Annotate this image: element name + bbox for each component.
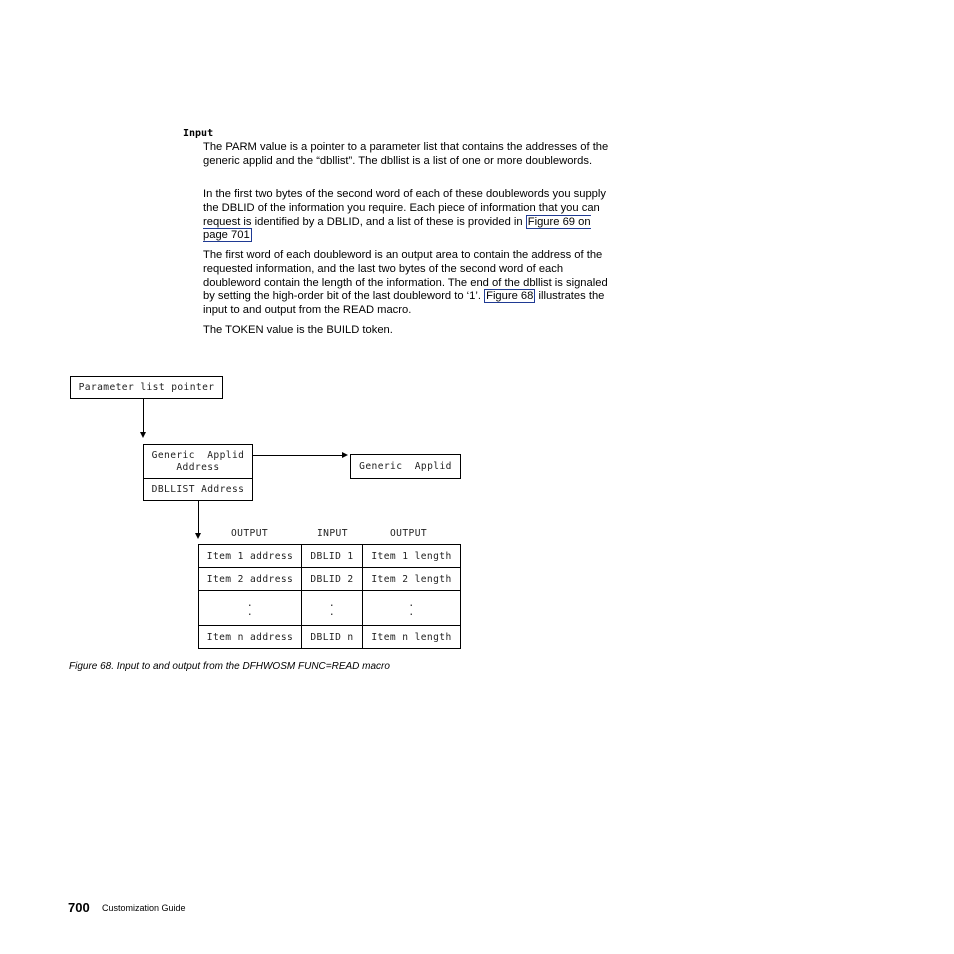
table-cell-ellipsis bbox=[362, 590, 461, 626]
ellipsis-dot: . bbox=[408, 607, 415, 618]
figure-68-link[interactable]: Figure 68 bbox=[486, 290, 534, 303]
paragraph-token: The TOKEN value is the BUILD token. bbox=[203, 324, 393, 336]
figure-69-link[interactable]: Figure 69 on page 701 bbox=[203, 215, 591, 242]
arrow-down-icon bbox=[195, 533, 201, 539]
arrow-down-icon bbox=[140, 432, 146, 438]
table-cell-ellipsis bbox=[198, 590, 302, 626]
ellipsis-dot: . bbox=[408, 598, 415, 609]
table-cell: Item 2 address bbox=[198, 567, 302, 591]
table-cell: Item n address bbox=[198, 625, 302, 649]
paragraph-dblid-text: In the first two bytes of the second word of each of these doublewords you supply the DBLID of the information you require. Each piece of information that you can request is identified by a DBLID, and a list of these is provided in bbox=[203, 188, 606, 228]
connector-line bbox=[143, 399, 144, 432]
table-cell: DBLID 2 bbox=[301, 567, 363, 591]
col-header-output-2: OUTPUT bbox=[390, 528, 428, 539]
table-cell-ellipsis bbox=[301, 590, 363, 626]
dbllist-address-box bbox=[143, 478, 253, 501]
paragraph-dblid bbox=[203, 188, 613, 243]
ellipsis-dot: . bbox=[328, 607, 336, 618]
guide-title: Customization Guide bbox=[102, 903, 186, 913]
col-header-output-1: OUTPUT bbox=[231, 528, 269, 539]
col-header-input: INPUT bbox=[317, 528, 348, 539]
table-cell: DBLID 1 bbox=[301, 544, 363, 568]
generic-applid-box bbox=[350, 454, 461, 479]
generic-applid-address-box bbox=[143, 444, 253, 479]
param-pointer-box bbox=[70, 376, 223, 399]
generic-applid-address-label-2: Address bbox=[176, 461, 220, 473]
connector-line bbox=[253, 455, 343, 456]
generic-applid-label: Generic Applid bbox=[359, 461, 452, 472]
paragraph-doubleword-text-a: The first word of each doubleword is an output area to contain the address of the requested information, and the last two bytes of the second word of each doubleword contain the length of the information. The end of the dbllist is signaled by setting the high-order bit of the last doubleword to ‘1’. bbox=[203, 249, 608, 303]
table-cell: DBLID n bbox=[301, 625, 363, 649]
param-pointer-label: Parameter list pointer bbox=[78, 382, 215, 393]
arrow-right-icon bbox=[342, 452, 348, 458]
page-number: 700 bbox=[68, 900, 90, 915]
generic-applid-address-label-1: Generic Applid bbox=[151, 449, 245, 461]
definition-term-input: Input bbox=[183, 128, 214, 139]
connector-line bbox=[198, 501, 199, 533]
paragraph-parm: The PARM value is a pointer to a parameter list that contains the addresses of the generic applid and the “dbllist”. The dbllist is a list of one or more doublewords. bbox=[203, 141, 609, 167]
dbllist-address-label: DBLLIST Address bbox=[151, 484, 245, 495]
table-cell: Item 1 length bbox=[362, 544, 461, 568]
ellipsis-dot: . bbox=[246, 607, 254, 618]
table-cell: Item 1 address bbox=[198, 544, 302, 568]
ellipsis-dot: . bbox=[246, 598, 254, 609]
table-cell: Item 2 length bbox=[362, 567, 461, 591]
ellipsis-dot: . bbox=[328, 598, 336, 609]
figure-caption: Figure 68. Input to and output from the DFHWOSM FUNC=READ macro bbox=[69, 661, 390, 672]
paragraph-doubleword-text-b: illustrates the input to and output from the READ macro. bbox=[203, 290, 605, 317]
paragraph-doubleword bbox=[203, 249, 613, 318]
table-cell: Item n length bbox=[362, 625, 461, 649]
